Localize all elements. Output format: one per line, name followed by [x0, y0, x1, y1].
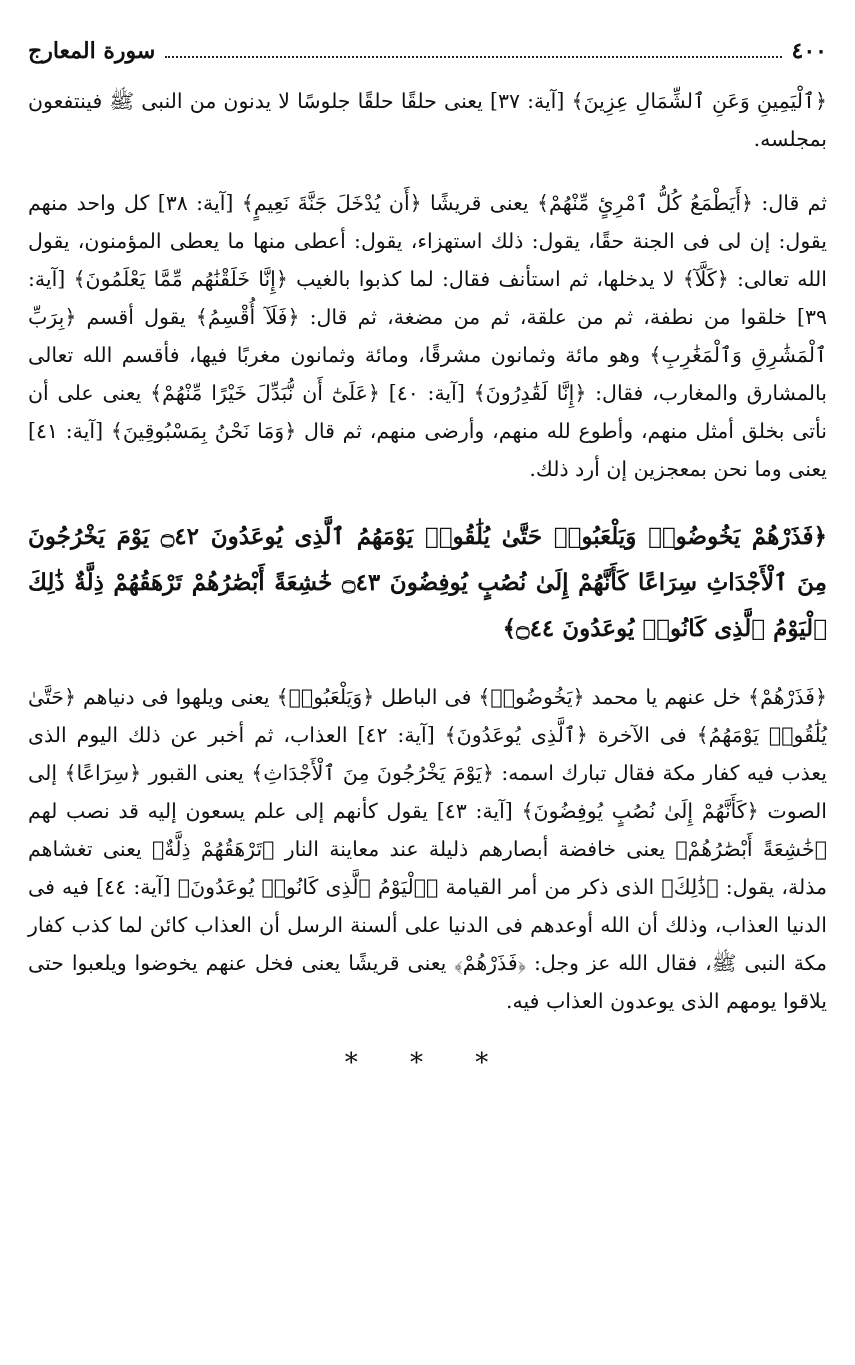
section-separator: * * *: [344, 1048, 511, 1078]
page-number: ٤٠٠: [791, 38, 827, 64]
paragraph-gap: [28, 652, 827, 678]
paragraph-gap: [28, 488, 827, 514]
page-header: [28, 38, 827, 78]
header-dotted-leader: [165, 56, 781, 58]
paragraph-1: ﴿ٱلْيَمِينِ وَعَنِ ٱلشِّمَالِ عِزِينَ﴾ [آية: ٣٧] يعنى حلقًا حلقًا جلوسًا لا يدنون من النبى ﷺ فينتفعون بمجلسه.: [28, 89, 827, 151]
page: [28, 38, 827, 1345]
tafsir-paragraph: ﴿فَذَرْهُمْ﴾ خل عنهم يا محمد ﴿يَخُوضُوا۟﴾ فى الباطل ﴿وَيَلْعَبُوا۟﴾ يعنى ويلهوا فى دنياهم ﴿حَتَّىٰ يُلَٰقُوا۟ يَوْمَهُمُ﴾ فى الآخرة ﴿ٱلَّذِى يُوعَدُونَ﴾ [آية: ٤٢] العذاب، ثم أخبر عن ذلك اليوم الذى يعذب فيه كفار مكة فقال تبارك اسمه: ﴿يَوْمَ يَخْرُجُونَ مِنَ ٱلْأَجْدَاثِ﴾ يعنى القبور ﴿سِرَاعًا﴾ إلى الصوت ﴿كَأَنَّهُمْ إِلَىٰ نُصُبٍ يُوفِضُونَ﴾ [آية: ٤٣] يقول كأنهم إلى علم يسعون إليه قد نصب لهم ﴿خَٰشِعَةً أَبْصَٰرُهُمْ﴾ يعنى خافضة أبصارهم ذليلة عند معاينة النار ﴿تَرْهَقُهُمْ ذِلَّةٌ﴾ يعنى تغشاهم مذلة، يقول: ﴿ذَٰلِكَ﴾ الذى ذكر من أمر القيامة ﴿ٱلْيَوْمُ ٱلَّذِى كَانُوا۟ يُوعَدُونَ﴾ [آية: ٤٤] فيه فى الدنيا العذاب، وذلك أن الله أوعدهم فى الدنيا على ألسنة الرسل أن العذاب كائن لما كذب كفار مكة النبى ﷺ، فقال الله عز وجل: ﴿فَذَرْهُمْ﴾ يعنى قريشًا يعنى فخل عنهم يخوضوا ويلعبوا حتى يلاقوا يومهم الذى يوعدون العذاب فيه.: [28, 685, 827, 1013]
paragraph-2: ثم قال: ﴿أَيَطْمَعُ كُلُّ ٱمْرِئٍ مِّنْهُمْ﴾ يعنى قريشًا ﴿أَن يُدْخَلَ جَنَّةَ نَعِيمٍ﴾ [آية: ٣٨] كل واحد منهم يقول: إن لى فى الجنة حقًا، يقول: ذلك استهزاء، يقول: أعطى منها ما يعطى المؤمنون، يقول الله تعالى: ﴿كَلَّآ﴾ لا يدخلها، ثم استأنف فقال: لما كذبوا بالغيب ﴿إِنَّا خَلَقْنَٰهُم مِّمَّا يَعْلَمُونَ﴾ [آية: ٣٩] خلقوا من نطفة، ثم من علقة، ثم من مضغة، ثم قال: ﴿فَلَآ أُقْسِمُ﴾ يقول أقسم ﴿بِرَبِّ ٱلْمَشَٰرِقِ وَٱلْمَغَٰرِبِ﴾ وهو مائة وثمانون مشرقًا، ومائة وثمانون مغربًا فيها، فأقسم الله تعالى بالمشارق والمغارب، فقال: ﴿إِنَّا لَقَٰدِرُونَ﴾ [آية: ٤٠] ﴿عَلَىٰٓ أَن نُّبَدِّلَ خَيْرًا مِّنْهُمْ﴾ يعنى على أن نأتى بخلق أمثل منهم، وأطوع لله منهم، وأرضى منهم، ثم قال ﴿وَمَا نَحْنُ بِمَسْبُوقِينَ﴾ [آية: ٤١] يعنى وما نحن بمعجزين إن أرد ذلك.: [28, 191, 828, 481]
quran-verses-block: ﴿فَذَرْهُمْ يَخُوضُوا۟ وَيَلْعَبُوا۟ حَتَّىٰ يُلَٰقُوا۟ يَوْمَهُمُ ٱلَّذِى يُوعَدُونَ ۝٤٢ يَوْمَ يَخْرُجُونَ مِنَ ٱلْأَجْدَاثِ سِرَاعًا كَأَنَّهُمْ إِلَىٰ نُصُبٍ يُوفِضُونَ ۝٤٣ خَٰشِعَةً أَبْصَٰرُهُمْ تَرْهَقُهُمْ ذِلَّةٌ ذَٰلِكَ ٱلْيَوْمُ ٱلَّذِى كَانُوا۟ يُوعَدُونَ ۝٤٤﴾: [28, 523, 828, 642]
paragraph-gap: [28, 158, 827, 184]
surah-title: سورة المعارج: [28, 38, 156, 64]
